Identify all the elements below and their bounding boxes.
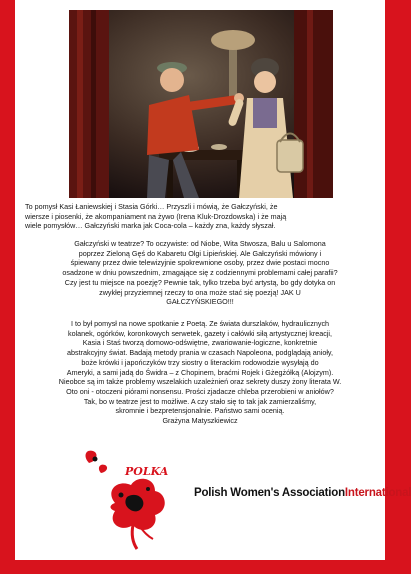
text-line: boże krówki i japończyków trzy siostry o literackim rodowodzie wysyłają do	[81, 357, 319, 367]
text-line: Nieobce są im także problemy wszelakich uzależnień oraz sekrety duszy żony literata W.	[58, 377, 342, 387]
text-line: GAŁCZYŃSKIEGO!!!	[166, 297, 234, 307]
polka-logo	[75, 435, 185, 550]
organization-name	[194, 487, 411, 499]
text-line: Czy jest tu miejsce na poezję? Pewnie tak, tylko trzeba być artystą, bo gdy dotyka on	[64, 277, 336, 287]
author-signature: Grażyna Matyszkiewicz	[162, 416, 238, 426]
text-line: Tak, bo w teatrze jest to możliwe. A czy stało się to tak jak zamierzaliśmy,	[83, 396, 317, 406]
organization-name-part1: Polish Women's Association	[194, 487, 345, 499]
text-line: kolanek, ogórków, koronkowych serwetek, gazety i całówki siłą artystycznej kreacji,	[67, 328, 333, 338]
intro-paragraph	[25, 202, 375, 231]
text-line: Oto oni - otoczeni piórami nonsensu. Prości zjadacze chleba przerobieni w aniołów?	[66, 386, 334, 396]
text-line: wiele pomysłów… Gałczyński marka jak Coca-cola – każdy zna, każdy słyszał.	[25, 221, 276, 231]
text-line: śpiewany przez dwie telewizyjnie spokrewnione osoby, przez dwie postaci mocno	[70, 258, 330, 268]
text-line: zwykłej przyziemnej rzeczy to ona może stać się poezją! JAK U	[99, 287, 301, 297]
text-line: osadzone w dniu powszednim, zmagające się z codziennymi problemami całej parafii?	[62, 268, 338, 278]
page-sheet	[15, 0, 411, 560]
text-line: Gałczyński w teatrze? To oczywiste: od Niobe, Wita Stwosza, Balu u Salomona	[74, 239, 326, 248]
poppy-flower-icon	[75, 435, 185, 550]
text-line: I to był pomysł na nowe spotkanie z Poetą. Ze świata durszlaków, hydraulicznych	[70, 319, 330, 328]
text-line: wiersze i piosenki, że akompaniament na żywo (Irena Kluk-Drozdowska) i że mają	[25, 211, 287, 221]
text-line: To pomysł Kasi Łaniewskiej i Stasia Górki… Przyszli i mówią, że Gałczyński, że	[25, 202, 278, 211]
stage-photo-image	[69, 10, 333, 198]
text-line: poprzez Zieloną Gęś do Kabaretu Olgi Lipieńskiej. Ale Gałczyński mówiony i	[78, 248, 322, 258]
text-line: skromnie i bezpretensjonalnie. Państwo sami ocenią.	[115, 406, 285, 416]
svg-text:POLKA: POLKA	[125, 465, 169, 478]
stage-photo	[69, 10, 333, 198]
text-line: Ameryki, a sami jadą do Świdra – z Chopinem, braćmi Rojek i Gżegżółką (Alojzym).	[66, 367, 334, 377]
closing-paragraph	[25, 319, 375, 426]
body-paragraph	[25, 239, 375, 307]
text-line: Kasia i Staś tworzą domowo-odświętne, zwariowanie-logiczne, konkretnie	[82, 338, 318, 348]
text-line: abstrakcyjny świat. Badają metody prania w czasach Napoleona, podglądają anioły,	[67, 348, 333, 358]
organization-name-part2: International	[344, 487, 411, 499]
